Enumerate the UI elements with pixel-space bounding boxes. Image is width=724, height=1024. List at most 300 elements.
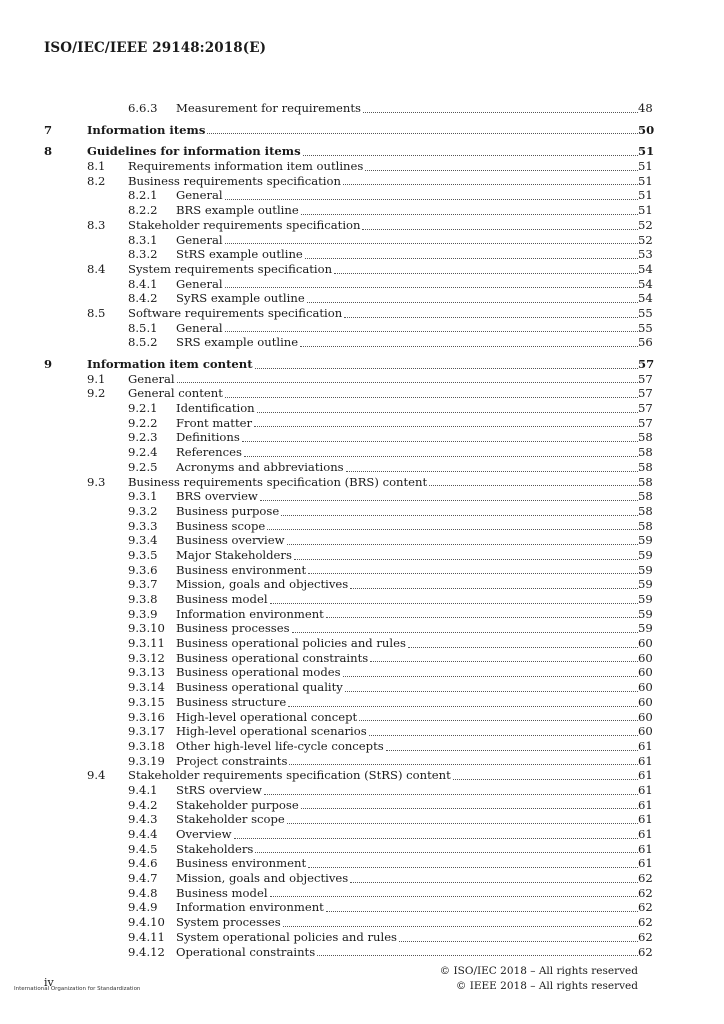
toc-entry-number: 6.6.3 bbox=[128, 101, 158, 115]
toc-entry-page: 58 bbox=[638, 474, 653, 489]
toc-entry-page: 59 bbox=[638, 577, 653, 592]
toc-entry-title-line bbox=[176, 548, 638, 563]
toc-entry[interactable] bbox=[0, 827, 724, 842]
toc-entry[interactable] bbox=[0, 174, 724, 189]
toc-entry[interactable] bbox=[0, 430, 724, 445]
toc-entry-title[interactable]: Business processes bbox=[176, 621, 290, 636]
dot-leader bbox=[343, 675, 638, 677]
toc-entry-number: 8.3.1 bbox=[128, 232, 158, 247]
toc-entry[interactable] bbox=[0, 475, 724, 490]
toc-entry-title-line bbox=[176, 724, 638, 739]
toc-entry-title[interactable]: SRS example outline bbox=[176, 335, 299, 350]
dot-leader bbox=[399, 940, 638, 942]
toc-entry-page: 62 bbox=[638, 885, 653, 900]
toc-entry-title[interactable]: StRS overview bbox=[176, 782, 262, 797]
toc-entry-title-line bbox=[128, 262, 638, 277]
iso-copyright-notice: © ISO/IEC 2018 – All rights reserved bbox=[439, 965, 638, 977]
dot-leader bbox=[326, 910, 638, 912]
toc-entry-number: 9.3.3 bbox=[128, 518, 158, 533]
toc-entry-title-line bbox=[87, 144, 638, 159]
toc-entry-title-line bbox=[176, 592, 638, 607]
toc-entry-title-line bbox=[176, 416, 638, 431]
toc-entry-title-line bbox=[176, 430, 638, 445]
dot-leader bbox=[294, 558, 638, 560]
toc-entry-page: 58 bbox=[638, 445, 653, 460]
toc-entry-title[interactable]: Business operational constraints bbox=[176, 650, 369, 665]
toc-entry-title[interactable]: Stakeholder purpose bbox=[176, 797, 299, 812]
toc-entry-title[interactable]: Front matter bbox=[176, 415, 253, 430]
toc-entry[interactable] bbox=[0, 233, 724, 248]
toc-entry-title[interactable]: General bbox=[176, 232, 223, 247]
toc-entry-title-line bbox=[176, 754, 638, 769]
toc-entry[interactable] bbox=[0, 291, 724, 306]
toc-entry-page: 59 bbox=[638, 547, 653, 562]
dot-leader bbox=[334, 272, 638, 274]
toc-entry[interactable] bbox=[0, 930, 724, 945]
toc-entry-title[interactable]: Major Stakeholders bbox=[176, 547, 292, 562]
toc-entry[interactable] bbox=[0, 416, 724, 431]
toc-entry-title-line bbox=[176, 460, 638, 475]
toc-entry-number: 9.3.8 bbox=[128, 592, 158, 606]
toc-entry-title[interactable]: System operational policies and rules bbox=[176, 929, 398, 944]
toc-entry-page: 60 bbox=[638, 665, 653, 680]
toc-entry-number: 9.3.10 bbox=[128, 621, 165, 636]
toc-entry-title[interactable]: Business operational policies and rules bbox=[176, 636, 406, 651]
toc-entry-title[interactable]: Business environment bbox=[176, 856, 307, 871]
toc-entry-number: 8.2.2 bbox=[128, 203, 158, 218]
dot-leader bbox=[234, 837, 638, 839]
toc-entry-title[interactable]: Information item content bbox=[87, 357, 253, 371]
toc-entry[interactable] bbox=[0, 636, 724, 651]
toc-entry-title[interactable]: General bbox=[176, 276, 223, 291]
toc-entry-title[interactable]: Business environment bbox=[176, 562, 307, 577]
dot-leader bbox=[287, 543, 638, 545]
toc-entry-page: 50 bbox=[638, 122, 655, 137]
toc-entry-title-line bbox=[176, 856, 638, 871]
toc-entry[interactable] bbox=[0, 710, 724, 725]
toc-entry-page: 54 bbox=[638, 276, 653, 291]
toc-entry-page: 57 bbox=[638, 386, 653, 401]
toc-entry[interactable] bbox=[0, 724, 724, 739]
toc-entry-title[interactable]: Requirements information item outlines bbox=[128, 159, 364, 174]
toc-entry[interactable] bbox=[0, 262, 724, 277]
toc-entry-page: 52 bbox=[638, 217, 653, 232]
toc-entry-title[interactable]: Business structure bbox=[176, 694, 287, 709]
dot-leader bbox=[257, 411, 638, 413]
toc-entry-number: 8.4 bbox=[87, 261, 106, 276]
toc-entry-number: 8.4.2 bbox=[128, 291, 158, 306]
toc-entry-title-line bbox=[176, 695, 638, 710]
toc-entry[interactable] bbox=[0, 798, 724, 813]
toc-entry-page: 51 bbox=[638, 144, 655, 159]
toc-entry-title[interactable]: Identification bbox=[176, 401, 255, 416]
dot-leader bbox=[303, 154, 638, 156]
toc-entry-title-line bbox=[176, 233, 638, 248]
toc-entry-title-line bbox=[128, 386, 638, 401]
toc-entry[interactable] bbox=[0, 357, 724, 372]
toc-entry[interactable] bbox=[0, 401, 724, 416]
toc-entry-title[interactable]: Stakeholder scope bbox=[176, 812, 285, 827]
toc-entry-page: 62 bbox=[638, 900, 653, 915]
toc-entry-title-line bbox=[176, 335, 638, 350]
toc-entry-number: 9 bbox=[44, 357, 53, 371]
toc-entry-page: 62 bbox=[638, 929, 653, 944]
toc-entry[interactable] bbox=[0, 188, 724, 203]
toc-entry-number: 9.3.11 bbox=[128, 636, 165, 651]
toc-entry-title[interactable]: Mission, goals and objectives bbox=[176, 871, 349, 886]
dot-leader bbox=[429, 484, 638, 486]
toc-entry-title-line bbox=[176, 489, 638, 504]
dot-leader bbox=[255, 367, 638, 369]
dot-leader bbox=[260, 499, 638, 501]
dot-leader bbox=[283, 925, 638, 927]
toc-entry-title-line bbox=[176, 321, 638, 336]
toc-entry[interactable] bbox=[0, 386, 724, 401]
toc-entry[interactable] bbox=[0, 533, 724, 548]
toc-entry[interactable] bbox=[0, 621, 724, 636]
dot-leader bbox=[369, 734, 638, 736]
toc-entry-page: 55 bbox=[638, 305, 653, 320]
document-id-header: ISO/IEC/IEEE 29148:2018(E) bbox=[44, 40, 267, 56]
toc-entry-number: 9.3.16 bbox=[128, 709, 165, 724]
toc-entry-title-line bbox=[176, 900, 638, 915]
toc-entry-title[interactable]: Mission, goals and objectives bbox=[176, 577, 349, 592]
dot-leader bbox=[244, 455, 638, 457]
toc-entry-number: 8.5.1 bbox=[128, 320, 158, 335]
toc-entry-title[interactable]: Business purpose bbox=[176, 503, 280, 518]
toc-entry-title-line bbox=[128, 159, 638, 174]
toc-entry[interactable] bbox=[0, 159, 724, 174]
dot-leader bbox=[225, 242, 638, 244]
toc-entry-number: 7 bbox=[44, 122, 53, 137]
dot-leader bbox=[343, 183, 638, 185]
toc-entry-title-line bbox=[176, 783, 638, 798]
toc-entry[interactable] bbox=[0, 372, 724, 387]
toc-entry-number: 8.1 bbox=[87, 159, 106, 174]
toc-entry-number: 9.1 bbox=[87, 371, 106, 386]
toc-entry[interactable] bbox=[0, 101, 724, 116]
toc-entry-title-line bbox=[176, 577, 638, 592]
toc-entry-title-line bbox=[176, 680, 638, 695]
toc-entry[interactable] bbox=[0, 460, 724, 475]
toc-entry-title-line bbox=[176, 886, 638, 901]
dot-leader bbox=[326, 616, 638, 618]
toc-entry-title-line bbox=[176, 915, 638, 930]
toc-entry-title-line bbox=[176, 247, 638, 262]
toc-entry-title-line bbox=[176, 930, 638, 945]
table-of-contents bbox=[0, 101, 724, 959]
toc-entry-title[interactable]: BRS example outline bbox=[176, 203, 299, 218]
toc-entry-title[interactable]: Information environment bbox=[176, 900, 324, 915]
page-number: iv bbox=[44, 976, 54, 989]
toc-entry-number: 9.3.14 bbox=[128, 680, 165, 695]
toc-entry-title-line bbox=[128, 218, 638, 233]
toc-entry-page: 57 bbox=[638, 415, 653, 430]
toc-entry-number: 9.4.7 bbox=[128, 871, 158, 886]
dot-leader bbox=[300, 345, 638, 347]
toc-entry-title[interactable]: Business operational modes bbox=[176, 665, 341, 680]
toc-entry[interactable] bbox=[0, 695, 724, 710]
dot-leader bbox=[267, 528, 638, 530]
dot-leader bbox=[305, 257, 638, 259]
toc-entry-title[interactable]: General bbox=[176, 320, 223, 335]
toc-entry-title[interactable]: High-level operational scenarios bbox=[176, 724, 367, 739]
toc-entry-title[interactable]: Stakeholder requirements specification (StRS) content bbox=[128, 768, 451, 783]
dot-leader bbox=[225, 198, 638, 200]
toc-entry-number: 8.3 bbox=[87, 217, 106, 232]
toc-entry-number: 8.2.1 bbox=[128, 188, 158, 203]
toc-entry-number: 9.4.3 bbox=[128, 812, 158, 827]
toc-entry[interactable] bbox=[0, 754, 724, 769]
toc-entry-title-line bbox=[176, 533, 638, 548]
toc-entry-number: 9.4.1 bbox=[128, 782, 158, 797]
toc-entry-title[interactable]: Acronyms and abbreviations bbox=[176, 459, 344, 474]
dot-leader bbox=[308, 572, 638, 574]
toc-entry-number: 8.5 bbox=[87, 305, 106, 320]
toc-entry-title-line bbox=[176, 445, 638, 460]
toc-entry[interactable] bbox=[0, 144, 724, 159]
toc-entry-title[interactable]: Guidelines for information items bbox=[87, 144, 301, 159]
toc-entry-page: 57 bbox=[638, 357, 655, 371]
ieee-copyright-notice: © IEEE 2018 – All rights reserved bbox=[455, 980, 638, 992]
toc-entry-number: 9.2.5 bbox=[128, 459, 158, 474]
toc-entry-title-line bbox=[176, 563, 638, 578]
toc-entry[interactable] bbox=[0, 783, 724, 798]
toc-entry[interactable] bbox=[0, 577, 724, 592]
toc-entry-title[interactable]: High-level operational concept bbox=[176, 709, 358, 724]
toc-entry-title[interactable]: Definitions bbox=[176, 430, 240, 445]
toc-entry-page: 58 bbox=[638, 459, 653, 474]
toc-entry-number: 9.4.8 bbox=[128, 885, 158, 900]
toc-entry-number: 9.4.6 bbox=[128, 856, 158, 871]
toc-entry-title-line bbox=[176, 871, 638, 886]
toc-entry-number: 9.3.15 bbox=[128, 694, 165, 709]
toc-entry[interactable] bbox=[0, 651, 724, 666]
toc-entry-page: 60 bbox=[638, 709, 653, 724]
toc-entry-title[interactable]: Business model bbox=[176, 885, 268, 900]
toc-entry[interactable] bbox=[0, 607, 724, 622]
toc-entry[interactable] bbox=[0, 812, 724, 827]
toc-entry-title-line bbox=[176, 945, 638, 960]
dot-leader bbox=[453, 778, 638, 780]
toc-entry-number: 8 bbox=[44, 144, 53, 159]
toc-entry-title-line bbox=[176, 504, 638, 519]
toc-entry-page: 61 bbox=[638, 841, 653, 856]
toc-entry-title-line bbox=[176, 798, 638, 813]
toc-entry-number: 9.3 bbox=[87, 474, 106, 489]
toc-entry-title[interactable]: Business operational quality bbox=[176, 680, 343, 695]
toc-entry-page: 59 bbox=[638, 562, 653, 577]
toc-entry-title[interactable]: System requirements specification bbox=[128, 261, 333, 276]
toc-entry-title-line bbox=[87, 357, 638, 372]
toc-entry-page: 58 bbox=[638, 518, 653, 533]
toc-entry-number: 9.4.5 bbox=[128, 841, 158, 856]
toc-entry[interactable] bbox=[0, 548, 724, 563]
dot-leader bbox=[242, 440, 638, 442]
toc-entry-title-line bbox=[176, 101, 638, 116]
toc-entry-title[interactable]: Operational constraints bbox=[176, 944, 316, 959]
dot-leader bbox=[350, 587, 638, 589]
toc-entry-number: 9.2.1 bbox=[128, 401, 158, 416]
toc-entry[interactable] bbox=[0, 123, 724, 138]
toc-entry[interactable] bbox=[0, 321, 724, 336]
toc-entry[interactable] bbox=[0, 563, 724, 578]
toc-entry-page: 62 bbox=[638, 871, 653, 886]
toc-entry-number: 9.4.11 bbox=[128, 929, 165, 944]
toc-entry-number: 9.3.18 bbox=[128, 738, 165, 753]
toc-entry[interactable] bbox=[0, 504, 724, 519]
toc-entry-page: 58 bbox=[638, 489, 653, 504]
toc-entry-title[interactable]: Project constraints bbox=[176, 753, 288, 768]
toc-entry[interactable] bbox=[0, 277, 724, 292]
toc-entry-number: 9.2.2 bbox=[128, 415, 158, 430]
toc-entry[interactable] bbox=[0, 768, 724, 783]
dot-leader bbox=[289, 763, 638, 765]
toc-entry-page: 55 bbox=[638, 320, 653, 335]
toc-entry-number: 9.3.9 bbox=[128, 606, 158, 621]
toc-entry-title[interactable]: Business overview bbox=[176, 533, 285, 548]
toc-entry[interactable] bbox=[0, 886, 724, 901]
toc-entry-number: 8.5.2 bbox=[128, 335, 158, 350]
dot-leader bbox=[370, 660, 638, 662]
toc-entry-page: 60 bbox=[638, 724, 653, 739]
dot-leader bbox=[307, 301, 638, 303]
toc-entry[interactable] bbox=[0, 842, 724, 857]
toc-entry[interactable] bbox=[0, 489, 724, 504]
toc-entry-title[interactable]: System processes bbox=[176, 915, 281, 930]
toc-entry-title-line bbox=[176, 401, 638, 416]
toc-entry-title-line bbox=[176, 812, 638, 827]
dot-leader bbox=[292, 631, 638, 633]
toc-entry-title[interactable]: Stakeholder requirements specification bbox=[128, 217, 361, 232]
toc-entry-page: 61 bbox=[638, 738, 653, 753]
toc-entry-title-line bbox=[176, 188, 638, 203]
dot-leader bbox=[308, 866, 638, 868]
dot-leader bbox=[270, 602, 638, 604]
toc-entry-title[interactable]: BRS overview bbox=[176, 489, 258, 504]
toc-entry-page: 61 bbox=[638, 797, 653, 812]
toc-entry[interactable] bbox=[0, 306, 724, 321]
toc-entry[interactable] bbox=[0, 680, 724, 695]
toc-entry[interactable] bbox=[0, 445, 724, 460]
toc-entry-title-line bbox=[128, 475, 638, 490]
toc-entry-title-line bbox=[128, 174, 638, 189]
toc-entry-page: 48 bbox=[638, 101, 653, 115]
dot-leader bbox=[264, 793, 638, 795]
toc-entry[interactable] bbox=[0, 945, 724, 960]
dot-leader bbox=[317, 954, 638, 956]
dot-leader bbox=[207, 132, 638, 134]
toc-entry-title[interactable]: StRS example outline bbox=[176, 247, 303, 262]
toc-entry[interactable] bbox=[0, 592, 724, 607]
dot-leader bbox=[225, 396, 638, 398]
dot-leader bbox=[365, 169, 638, 171]
dot-leader bbox=[225, 330, 638, 332]
toc-entry-page: 62 bbox=[638, 944, 653, 959]
toc-entry-page: 61 bbox=[638, 782, 653, 797]
toc-entry-page: 52 bbox=[638, 232, 653, 247]
toc-entry-title-line bbox=[176, 739, 638, 754]
toc-entry[interactable] bbox=[0, 871, 724, 886]
dot-leader bbox=[301, 807, 638, 809]
toc-entry-title[interactable]: Business scope bbox=[176, 518, 266, 533]
toc-entry[interactable] bbox=[0, 203, 724, 218]
dot-leader bbox=[350, 881, 638, 883]
toc-entry-number: 9.3.6 bbox=[128, 562, 158, 577]
toc-entry-title-line bbox=[176, 842, 638, 857]
toc-entry-title-line bbox=[176, 665, 638, 680]
toc-entry-number: 9.3.7 bbox=[128, 577, 158, 592]
toc-entry-number: 9.3.4 bbox=[128, 533, 158, 548]
toc-entry-page: 57 bbox=[638, 401, 653, 416]
dot-leader bbox=[288, 705, 638, 707]
toc-entry-title[interactable]: Other high-level life-cycle concepts bbox=[176, 738, 384, 753]
toc-entry-title-line bbox=[176, 651, 638, 666]
toc-entry-title-line bbox=[176, 291, 638, 306]
toc-entry-page: 51 bbox=[638, 173, 653, 188]
toc-entry[interactable] bbox=[0, 519, 724, 534]
toc-entry-page: 59 bbox=[638, 621, 653, 636]
toc-entry-title-line bbox=[176, 710, 638, 725]
toc-entry-page: 51 bbox=[638, 159, 653, 174]
toc-entry-number: 9.3.17 bbox=[128, 724, 165, 739]
dot-leader bbox=[270, 895, 638, 897]
dot-leader bbox=[362, 228, 638, 230]
toc-entry-title[interactable]: Information items bbox=[87, 122, 206, 137]
toc-entry[interactable] bbox=[0, 900, 724, 915]
toc-entry-number: 9.3.19 bbox=[128, 753, 165, 768]
toc-entry-title[interactable]: Software requirements specification bbox=[128, 305, 343, 320]
toc-entry-title[interactable]: Business requirements specification (BRS) content bbox=[128, 474, 428, 489]
toc-entry-number: 9.4 bbox=[87, 768, 106, 783]
toc-entry-title[interactable]: SyRS example outline bbox=[176, 291, 305, 306]
toc-entry-title-line bbox=[87, 123, 638, 138]
toc-entry-title[interactable]: General content bbox=[128, 386, 223, 401]
toc-entry-page: 56 bbox=[638, 335, 653, 350]
toc-entry-title[interactable]: General bbox=[176, 188, 223, 203]
toc-entry-title[interactable]: References bbox=[176, 445, 242, 460]
toc-entry-title[interactable]: Business requirements specification bbox=[128, 173, 341, 188]
toc-entry[interactable] bbox=[0, 915, 724, 930]
dot-leader bbox=[345, 690, 638, 692]
toc-entry-title[interactable]: General bbox=[128, 371, 175, 386]
toc-entry-page: 60 bbox=[638, 650, 653, 665]
toc-entry-page: 61 bbox=[638, 768, 653, 783]
toc-entry-title[interactable]: Information environment bbox=[176, 606, 324, 621]
toc-entry-page: 57 bbox=[638, 371, 653, 386]
toc-entry[interactable] bbox=[0, 739, 724, 754]
toc-entry-page: 60 bbox=[638, 636, 653, 651]
toc-entry-number: 9.4.12 bbox=[128, 944, 165, 959]
dot-leader bbox=[363, 111, 638, 113]
toc-entry-title[interactable]: Overview bbox=[176, 827, 232, 841]
toc-entry[interactable] bbox=[0, 335, 724, 350]
toc-entry[interactable] bbox=[0, 856, 724, 871]
toc-entry[interactable] bbox=[0, 247, 724, 262]
toc-entry-title-line bbox=[176, 277, 638, 292]
toc-entry[interactable] bbox=[0, 218, 724, 233]
toc-entry-number: 9.3.13 bbox=[128, 665, 165, 680]
toc-entry-title[interactable]: Business model bbox=[176, 592, 268, 606]
toc-entry-page: 53 bbox=[638, 247, 653, 262]
toc-entry-number: 9.4.2 bbox=[128, 797, 158, 812]
toc-entry-number: 8.4.1 bbox=[128, 276, 158, 291]
toc-entry-title[interactable]: Measurement for requirements bbox=[176, 101, 361, 115]
toc-entry[interactable] bbox=[0, 665, 724, 680]
toc-entry-title-line bbox=[128, 372, 638, 387]
toc-entry-page: 59 bbox=[638, 592, 653, 606]
toc-entry-title[interactable]: Stakeholders bbox=[176, 841, 254, 856]
